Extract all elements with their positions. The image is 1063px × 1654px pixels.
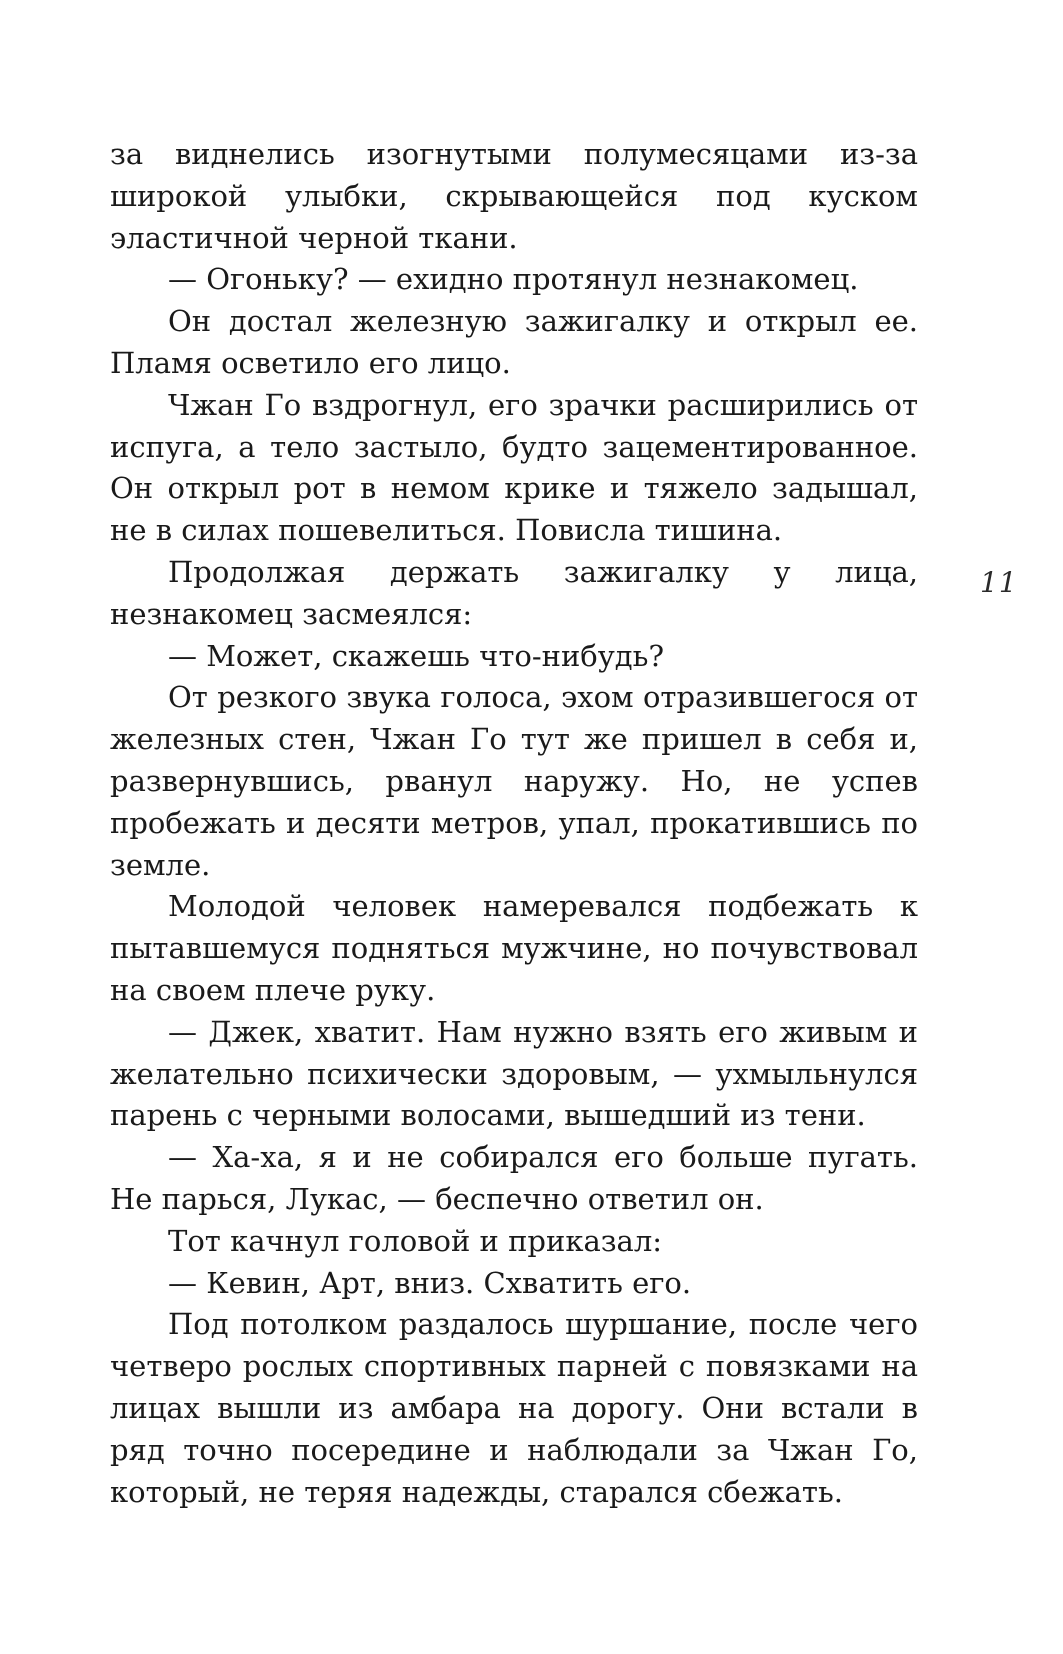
paragraph: Он достал железную зажигалку и открыл ее. Пламя осветило его лицо. <box>110 304 918 380</box>
paragraph-dialogue: — Ха-ха, я и не собирался его больше пугать. Не парься, Лукас, — беспечно ответил он. <box>110 1140 918 1216</box>
paragraph: Чжан Го вздрогнул, его зрачки расширились от испуга, а тело застыло, будто зацементированное. Он открыл рот в немом крике и тяжело задышал, не в силах пошевелиться. Повисла тишина. <box>110 387 918 548</box>
paragraph-dialogue: — Джек, хватит. Нам нужно взять его живым и желательно психически здоровым, — ухмыльнулся парень с черными волосами, вышедший из тени. <box>110 1014 918 1133</box>
paragraph-dialogue: — Может, скажешь что-нибудь? <box>168 638 665 673</box>
paragraph-dialogue: — Огоньку? — ехидно протянул незнакомец. <box>168 262 859 297</box>
paragraph: Тот качнул головой и приказал: <box>168 1223 663 1258</box>
paragraph: Продолжая держать зажигалку у лица, незнакомец засмеялся: <box>110 554 918 631</box>
paragraph-continuation: за виднелись изогнутыми полумесяцами из-за широкой улыбки, скрывающейся под куском эластичной черной ткани. <box>110 137 918 255</box>
paragraph: Молодой человек намеревался подбежать к пытавшемуся подняться мужчине, но почувствовал на своем плече руку. <box>110 889 918 1007</box>
body-text <box>110 134 918 1513</box>
paragraph-dialogue: — Кевин, Арт, вниз. Схватить его. <box>168 1265 692 1300</box>
page-number: 11 <box>980 566 1018 599</box>
paragraph: Под потолком раздалось шуршание, после чего четверо рослых спортивных парней с повязками на лицах вышли из амбара на дорогу. Они встали в ряд точно посередине и наблюдали за Чжан Го, который, не теряя надежды, старался сбежать. <box>110 1307 918 1509</box>
paragraph: От резкого звука голоса, эхом отразившегося от железных стен, Чжан Го тут же пришел в себя и, развернувшись, рванул наружу. Но, не успев пробежать и десяти метров, упал, прокатившись по земле. <box>110 680 918 882</box>
